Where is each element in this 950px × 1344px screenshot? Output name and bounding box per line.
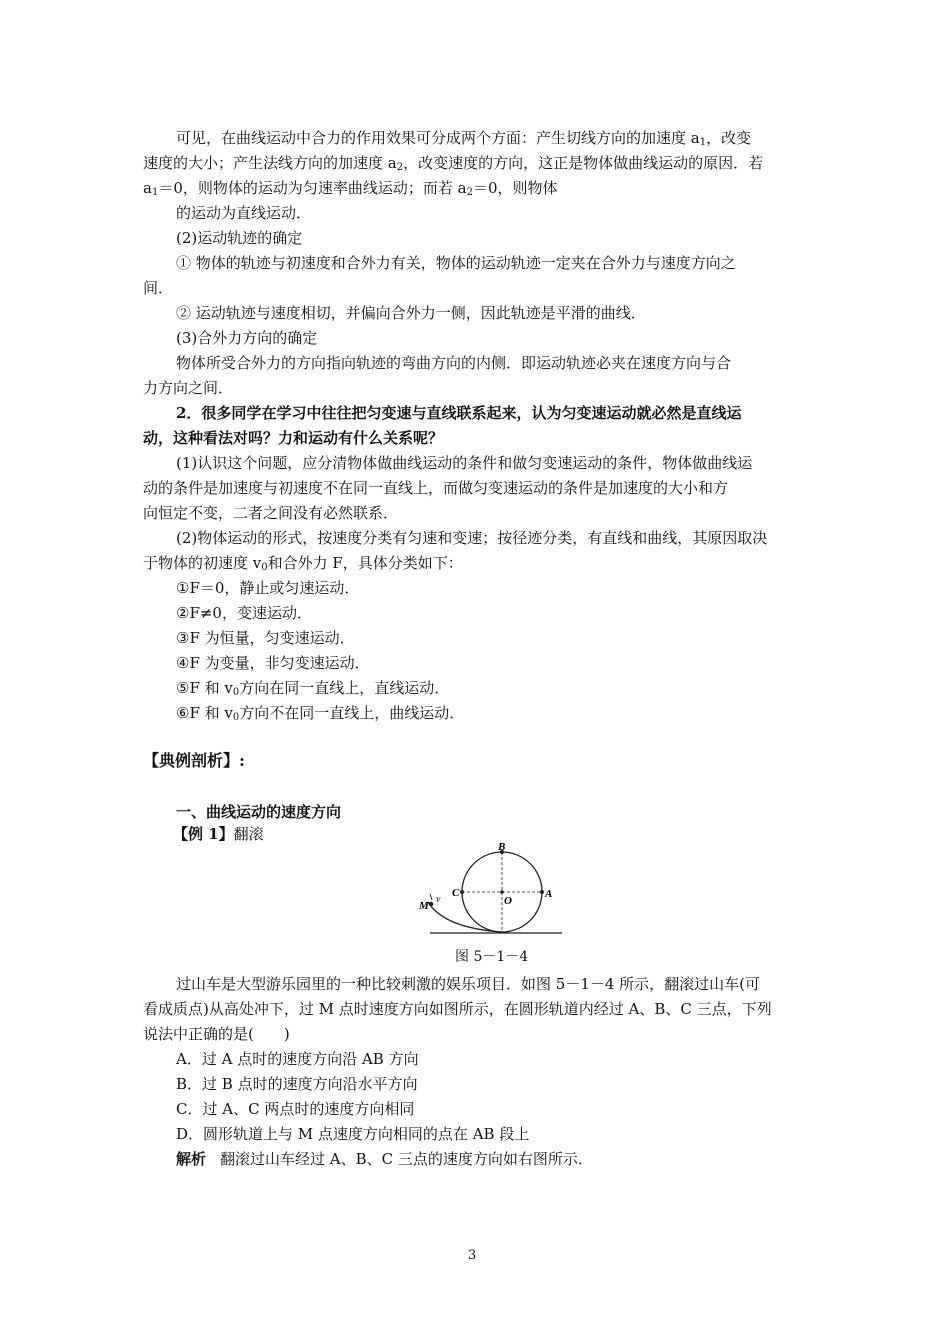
- example-title: 【例 1】翻滚: [173, 825, 264, 843]
- text-line: (2)物体运动的形式，按速度分类有匀速和变速；按径迹分类，有直线和曲线，其原因取决: [176, 529, 768, 547]
- point-o: [500, 890, 504, 894]
- text-line: 动的条件是加速度与初速度不在同一直线上，而做匀变速运动的条件是加速度的大小和方: [143, 479, 729, 497]
- text-line: $a_1=0$，则物体的运动为匀速率曲线运动；而若 $a_2=0$，则物体: [143, 179, 558, 198]
- text-line: ② 运动轨迹与速度相切，并偏向合外力一侧，因此轨迹是平滑的曲线．: [176, 304, 646, 322]
- list-item: ④F 为变量，非匀变速运动．: [176, 654, 370, 672]
- option-b: B．过 B 点时的速度方向沿水平方向: [176, 1075, 418, 1093]
- list-item: ③F 为恒量，匀变速运动．: [176, 629, 355, 647]
- question-heading: 动，这种看法对吗？力和运动有什么关系呢？: [143, 429, 444, 447]
- label-a: A: [545, 888, 553, 900]
- text-line: ① 物体的轨迹与初速度和合外力有关，物体的运动轨迹一定夹在合外力与速度方向之: [176, 254, 736, 272]
- list-item: ⑥F 和 $v_0$方向不在同一直线上，曲线运动．: [176, 704, 465, 723]
- list-item: ①F＝0，静止或匀速运动．: [176, 579, 360, 597]
- list-item: ②F≠0，变速运动．: [176, 604, 312, 622]
- label-v: v: [436, 894, 441, 905]
- text-line: 的运动为直线运动．: [176, 204, 312, 222]
- analysis-text: 翻滚过山车经过 A、B、C 三点的速度方向如右图所示．: [220, 1150, 593, 1168]
- text-line: (1)认识这个问题，应分清物体做曲线运动的条件和做匀变速运动的条件，物体做曲线运: [176, 454, 753, 472]
- text-line: (3)合外力方向的确定: [176, 329, 318, 347]
- analysis-label: 解析: [176, 1150, 207, 1168]
- text-line: 于物体的初速度 $v_0$和合外力 F，具体分类如下：: [143, 554, 463, 573]
- question-heading: 2．很多同学在学习中往往把匀变速与直线联系起来，认为匀变速运动就必然是直线运: [176, 404, 742, 422]
- point-a: [540, 890, 544, 894]
- page-number: 3: [468, 1248, 477, 1263]
- text-line: 向恒定不变，二者之间没有必然联系．: [143, 504, 399, 522]
- point-c: [460, 890, 464, 894]
- roller-coaster-figure: [410, 840, 570, 944]
- label-o: O: [504, 895, 512, 907]
- problem-line: 过山车是大型游乐园里的一种比较刺激的娱乐项目．如图 5－1－4 所示，翻滚过山车(可: [176, 975, 761, 993]
- option-a: A．过 A 点时的速度方向沿 AB 方向: [176, 1050, 419, 1068]
- problem-line: 看成质点)从高处冲下，过 M 点时速度方向如图所示，在圆形轨道内经过 A、B、C 三点，下列: [143, 1000, 772, 1018]
- text-line: 速度的大小；产生法线方向的加速度 $a_2$，改变速度的方向，这正是物体做曲线运动的原因．若: [143, 154, 764, 173]
- option-d: D．圆形轨道上与 M 点速度方向相同的点在 AB 段上: [176, 1125, 530, 1143]
- label-m: M: [419, 900, 429, 912]
- list-item: ⑤F 和 $v_0$方向在同一直线上，直线运动．: [176, 679, 450, 698]
- figure-caption: 图 5－1－4: [455, 949, 529, 965]
- text-line: (2)运动轨迹的确定: [176, 229, 303, 247]
- section-title: 【典例剖析】:: [143, 751, 245, 770]
- label-c: C: [452, 887, 460, 899]
- text-line: 力方向之间．: [143, 379, 234, 397]
- option-c: C．过 A、C 两点时的速度方向相同: [176, 1100, 415, 1118]
- text-line: 物体所受合外力的方向指向轨迹的弯曲方向的内侧．即运动轨迹必夹在速度方向与合: [176, 354, 732, 372]
- subsection-title: 一、曲线运动的速度方向: [176, 803, 342, 821]
- velocity-arrow: [430, 894, 432, 900]
- text-line: 可见，在曲线运动中合力的作用效果可分成两个方面：产生切线方向的加速度 $a_1$，改变: [176, 129, 752, 148]
- point-m: [429, 902, 434, 907]
- problem-line: 说法中正确的是( ): [143, 1025, 290, 1043]
- text-line: 间．: [143, 279, 174, 297]
- label-b: B: [498, 841, 506, 853]
- analysis-line: [176, 1149, 846, 1169]
